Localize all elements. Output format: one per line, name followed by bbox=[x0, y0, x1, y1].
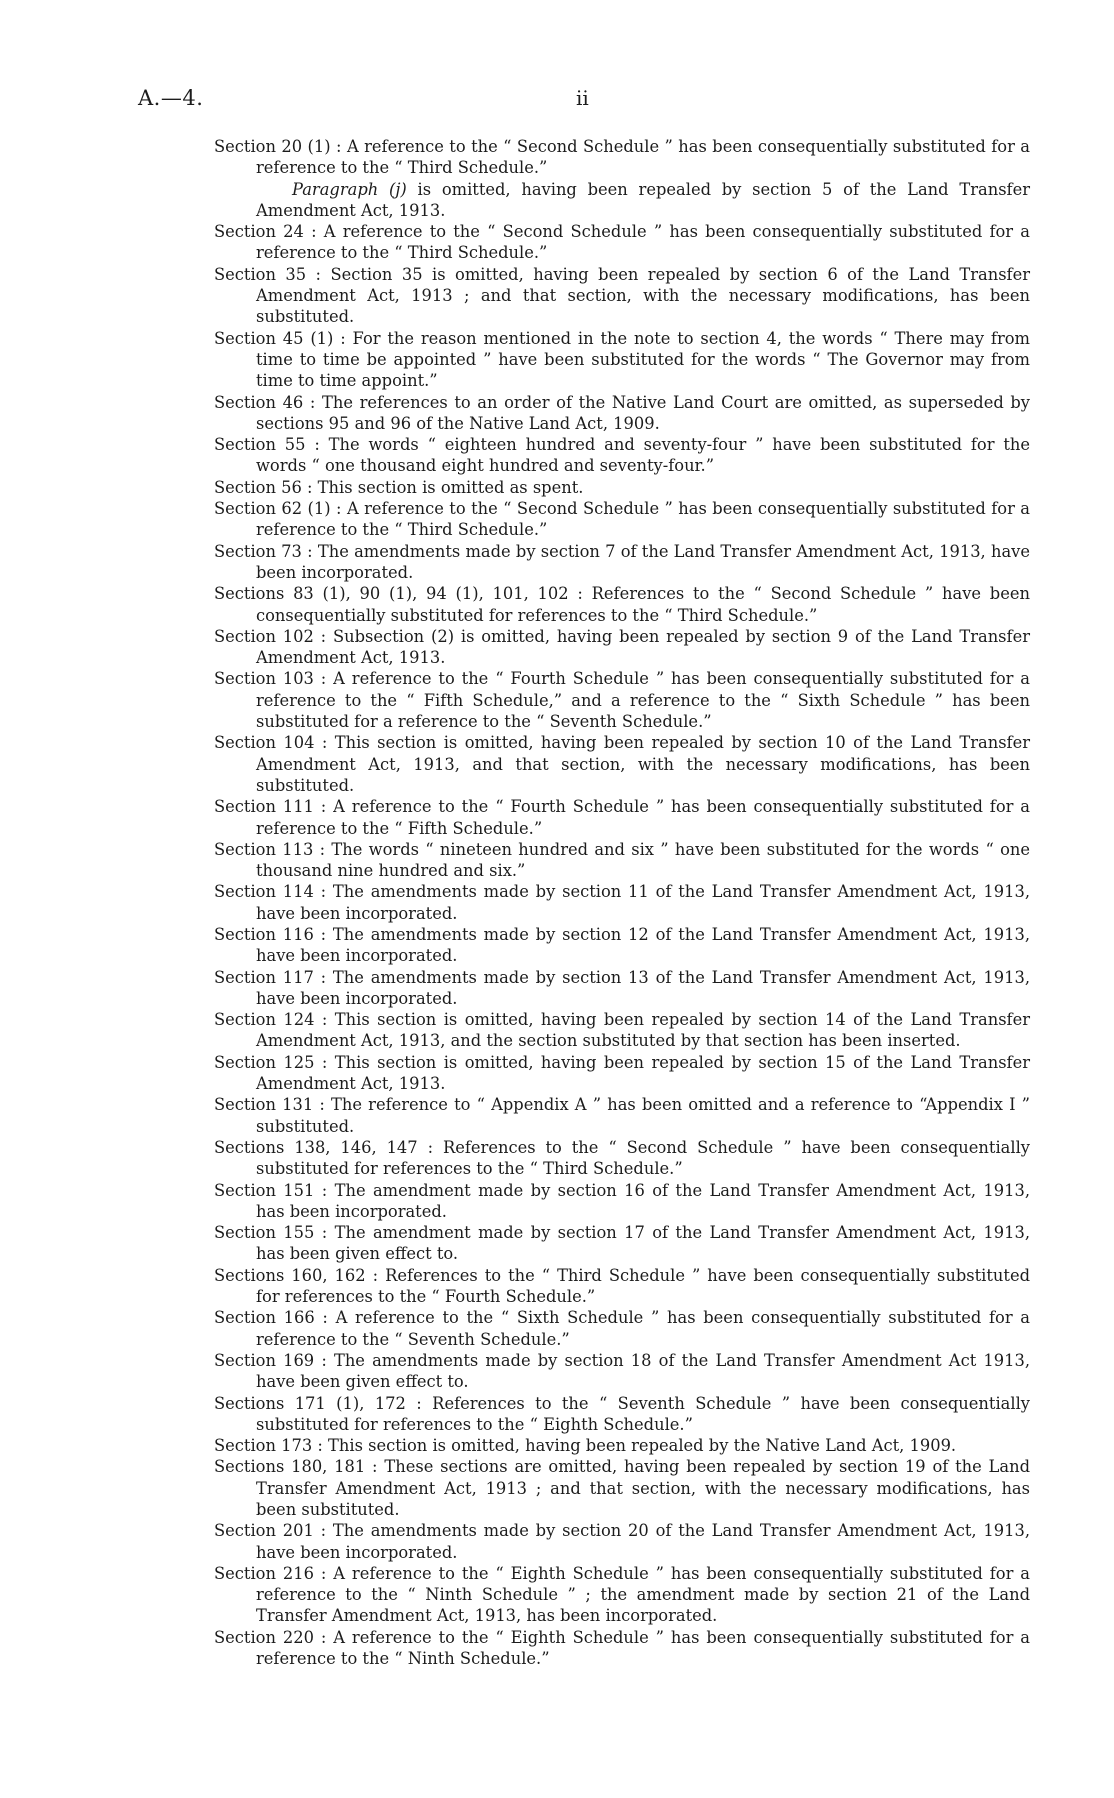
note-text: A reference to the “ Sixth Schedule ” has been consequentially substituted for a reference to the “ Seventh Schedule.” bbox=[256, 1308, 1031, 1349]
note-text: The amendment made by section 17 of the Land Transfer Amendment Act, 1913, has been given effect to. bbox=[256, 1223, 1030, 1264]
note-entry bbox=[214, 541, 1030, 584]
note-entry bbox=[214, 1307, 1030, 1350]
note-entry bbox=[214, 1520, 1030, 1563]
note-entry bbox=[214, 668, 1030, 732]
note-entry bbox=[214, 328, 1030, 392]
note-text: This section is omitted, having been repealed by section 15 of the Land Transfer Amendment Act, 1913. bbox=[256, 1052, 1030, 1094]
note-text: The words “ nineteen hundred and six ” have been substituted for the words “ one thousand nine hundred and six.” bbox=[256, 839, 1030, 881]
note-head: Sections 83 (1), 90 (1), 94 (1), 101, 102 : bbox=[214, 584, 583, 604]
note-entry bbox=[214, 221, 1030, 264]
note-head: Sections 138, 146, 147 : bbox=[214, 1137, 434, 1157]
note-text: This section is omitted, having been repealed by section 14 of the Land Transfer Amendment Act, 1913, and the section substituted by that section has been inserted. bbox=[256, 1010, 1030, 1051]
note-head: Section 102 : bbox=[214, 626, 327, 646]
note-head: Section 73 : bbox=[214, 541, 313, 561]
note-head: Section 35 : bbox=[214, 264, 322, 284]
note-entry bbox=[214, 881, 1030, 924]
note-head: Section 173 : bbox=[214, 1436, 323, 1456]
note-head: Section 169 : bbox=[214, 1350, 327, 1370]
note-entry bbox=[214, 1052, 1030, 1095]
note-entry bbox=[214, 1456, 1030, 1520]
notes-body bbox=[214, 136, 1030, 1669]
note-entry bbox=[214, 1094, 1030, 1137]
note-text: References to the “ Second Schedule ” have been consequentially substituted for references to the “ Third Schedule.” bbox=[256, 584, 1030, 625]
note-head: Section 201 : bbox=[214, 1521, 327, 1541]
note-head: Section 104 : bbox=[214, 733, 328, 753]
note-head: Section 55 : bbox=[214, 435, 320, 455]
note-entry bbox=[214, 1350, 1030, 1393]
note-entry bbox=[214, 136, 1030, 179]
note-head: Section 216 : bbox=[214, 1563, 327, 1583]
note-text: This section is omitted as spent. bbox=[312, 477, 584, 497]
note-text: A reference to the “ Fourth Schedule ” has been consequentially substituted for a reference to the “ Fifth Schedule,” and a reference to the “ Sixth Schedule ” has been substituted for a reference to the “ Seventh Schedule.” bbox=[256, 669, 1030, 732]
note-text: The amendments made by section 12 of the Land Transfer Amendment Act, 1913, have been incorporated. bbox=[256, 924, 1030, 966]
note-head: Section 103 : bbox=[214, 669, 327, 689]
note-text: References to the “ Second Schedule ” have been consequentially substituted for references to the “ Third Schedule.” bbox=[256, 1137, 1030, 1179]
note-text: A reference to the “ Fourth Schedule ” has been consequentially substituted for a reference to the “ Fifth Schedule.” bbox=[256, 797, 1030, 838]
note-text: The reference to “ Appendix A ” has been omitted and a reference to “Appendix I ” substituted. bbox=[256, 1095, 1031, 1136]
note-head: Sections 171 (1), 172 : bbox=[214, 1393, 422, 1413]
note-entry bbox=[214, 434, 1030, 477]
note-head: Section 62 (1) : bbox=[214, 499, 342, 519]
note-text: is omitted, having been repealed by section 5 of the Land Transfer Amendment Act, 1913. bbox=[256, 179, 1030, 220]
note-text: A reference to the “ Second Schedule ” has been consequentially substituted for a reference to the “ Third Schedule.” bbox=[256, 222, 1030, 263]
note-entry bbox=[214, 626, 1030, 669]
note-head: Section 56 : bbox=[214, 477, 313, 497]
note-text: A reference to the “ Second Schedule ” has been consequentially substituted for a reference to the “ Third Schedule.” bbox=[256, 499, 1030, 540]
note-head: Section 113 : bbox=[214, 839, 326, 859]
note-head: Section 111 : bbox=[214, 797, 327, 817]
note-head: Section 220 : bbox=[214, 1627, 327, 1647]
note-head: Section 114 : bbox=[214, 882, 327, 902]
note-entry bbox=[214, 924, 1030, 967]
note-head: Section 124 : bbox=[214, 1010, 328, 1030]
note-text: References to the “ Third Schedule ” have been consequentially substituted for references to the “ Fourth Schedule.” bbox=[256, 1265, 1031, 1307]
note-head: Section 116 : bbox=[214, 924, 327, 944]
note-head: Sections 160, 162 : bbox=[214, 1265, 379, 1285]
note-text: A reference to the “ Second Schedule ” has been consequentially substituted for a reference to the “ Third Schedule.” bbox=[256, 137, 1030, 178]
note-head: Sections 180, 181 : bbox=[214, 1457, 378, 1477]
note-entry bbox=[214, 583, 1030, 626]
note-entry bbox=[214, 264, 1030, 328]
note-text: For the reason mentioned in the note to section 4, the words “ There may from time to time be appointed ” have been substituted for the words “ The Governor may from time to time appoint.” bbox=[256, 328, 1030, 391]
note-head: Section 151 : bbox=[214, 1180, 328, 1200]
note-entry bbox=[214, 498, 1030, 541]
note-text: The amendments made by section 18 of the Land Transfer Amendment Act 1913, have been given effect to. bbox=[256, 1350, 1030, 1392]
note-entry bbox=[214, 1009, 1030, 1052]
note-head: Section 117 : bbox=[214, 967, 327, 987]
note-head: Section 125 : bbox=[214, 1052, 328, 1072]
note-text: The amendments made by section 11 of the Land Transfer Amendment Act, 1913, have been incorporated. bbox=[256, 882, 1030, 923]
note-head: Section 46 : bbox=[214, 392, 316, 412]
note-text: References to the “ Seventh Schedule ” have been consequentially substituted for references to the “ Eighth Schedule.” bbox=[256, 1393, 1030, 1434]
note-text: Subsection (2) is omitted, having been repealed by section 9 of the Land Transfer Amendment Act, 1913. bbox=[256, 626, 1030, 668]
note-text: A reference to the “ Eighth Schedule ” has been consequentially substituted for a reference to the “ Ninth Schedule.” bbox=[256, 1627, 1030, 1669]
note-head: Section 45 (1) : bbox=[214, 328, 346, 348]
note-head: Section 24 : bbox=[214, 222, 317, 242]
note-entry bbox=[214, 179, 1030, 222]
note-head: Section 155 : bbox=[214, 1223, 328, 1243]
note-entry bbox=[214, 392, 1030, 435]
note-text: The amendments made by section 20 of the Land Transfer Amendment Act, 1913, have been incorporated. bbox=[256, 1521, 1030, 1562]
note-entry bbox=[214, 839, 1030, 882]
note-entry bbox=[214, 477, 1030, 498]
note-head: Section 20 (1) : bbox=[214, 137, 342, 156]
note-text: The amendments made by section 13 of the Land Transfer Amendment Act, 1913, have been incorporated. bbox=[256, 967, 1030, 1008]
note-entry bbox=[214, 1435, 1030, 1456]
note-entry bbox=[214, 1265, 1030, 1308]
note-text: A reference to the “ Eighth Schedule ” has been consequentially substituted for a reference to the “ Ninth Schedule ” ; the amendment made by section 21 of the Land Transfer Amendment Act, 1913, has been incorporated. bbox=[256, 1563, 1030, 1626]
note-entry bbox=[214, 796, 1030, 839]
note-head: Section 166 : bbox=[214, 1308, 328, 1328]
note-head: Section 131 : bbox=[214, 1095, 325, 1115]
note-entry bbox=[214, 1563, 1030, 1627]
page-number: ii bbox=[576, 86, 589, 110]
note-text: The words “ eighteen hundred and seventy-four ” have been substituted for the words “ one thousand eight hundred and seventy-four.” bbox=[256, 435, 1031, 476]
note-text: The amendment made by section 16 of the Land Transfer Amendment Act, 1913, has been incorporated. bbox=[256, 1180, 1030, 1221]
note-text: The amendments made by section 7 of the Land Transfer Amendment Act, 1913, have been incorporated. bbox=[256, 541, 1030, 582]
note-entry bbox=[214, 1137, 1030, 1180]
note-text: This section is omitted, having been repealed by the Native Land Act, 1909. bbox=[322, 1436, 957, 1456]
note-entry bbox=[214, 1180, 1030, 1223]
note-entry bbox=[214, 1627, 1030, 1670]
note-text: The references to an order of the Native Land Court are omitted, as superseded by sections 95 and 96 of the Native Land Act, 1909. bbox=[256, 392, 1030, 433]
document-reference: A.—4. bbox=[138, 86, 204, 110]
note-entry bbox=[214, 967, 1030, 1010]
note-text: These sections are omitted, having been repealed by section 19 of the Land Transfer Amendment Act, 1913 ; and that section, with the necessary modifications, has been substituted. bbox=[256, 1457, 1030, 1519]
note-entry bbox=[214, 732, 1030, 796]
note-text: This section is omitted, having been repealed by section 10 of the Land Transfer Amendment Act, 1913, and that section, with the necessary modifications, has been substituted. bbox=[256, 733, 1030, 795]
note-entry bbox=[214, 1222, 1030, 1265]
note-head: Paragraph (j) bbox=[292, 179, 407, 199]
note-entry bbox=[214, 1393, 1030, 1436]
note-text: Section 35 is omitted, having been repealed by section 6 of the Land Transfer Amendment Act, 1913 ; and that section, with the necessary modifications, has been substituted. bbox=[256, 264, 1030, 327]
